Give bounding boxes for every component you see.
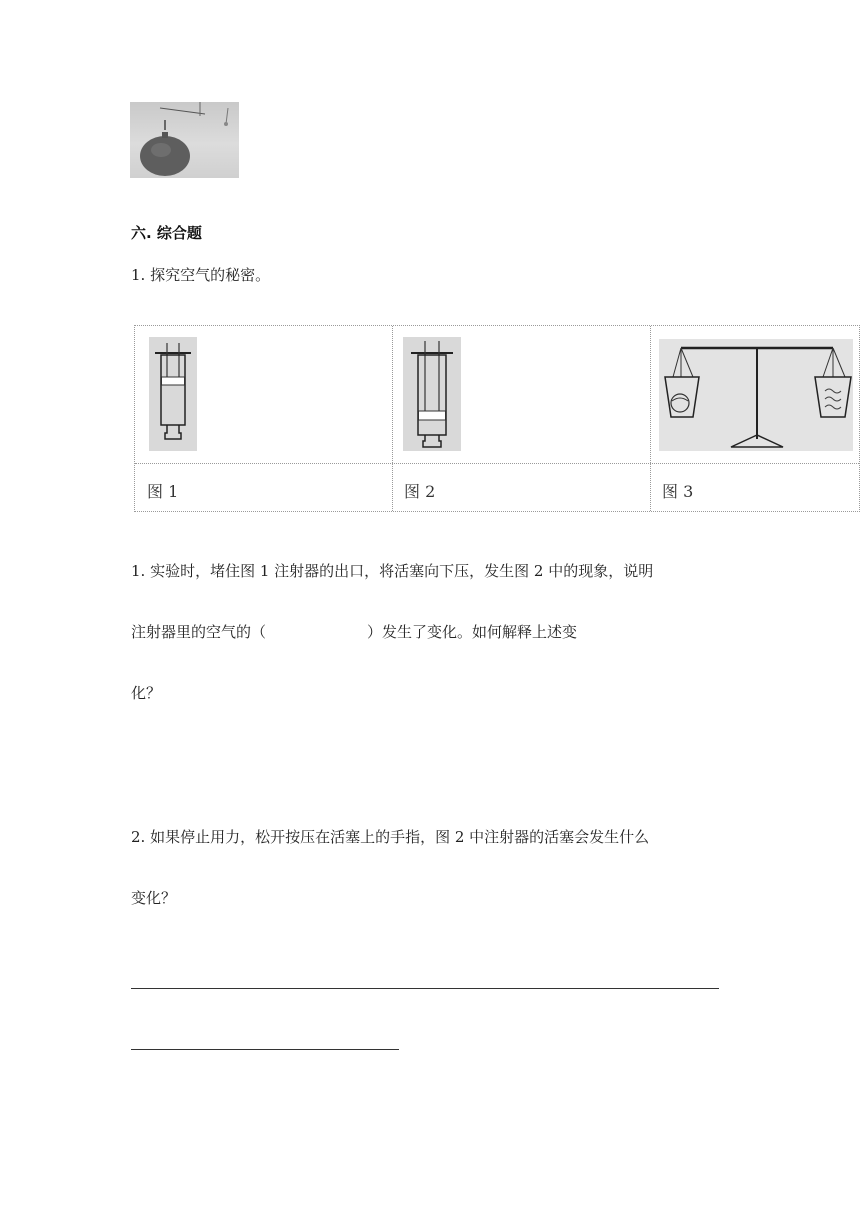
- sub-question-1-line-3: 化？: [131, 684, 162, 702]
- figure-1-caption: 图 1: [147, 482, 179, 501]
- section-title: 六. 综合题: [131, 224, 202, 242]
- answer-line-2[interactable]: [131, 1049, 399, 1050]
- figure-1-syringe: [149, 337, 197, 451]
- sub-question-2-line-1: 2. 如果停止用力，松开按压在活塞上的手指，图 2 中注射器的活塞会发生什么: [131, 828, 650, 846]
- figure-2-syringe: [403, 337, 461, 451]
- figure-3-balance: [659, 339, 853, 451]
- figure-3-caption: 图 3: [662, 482, 694, 501]
- balloon-photo: [130, 102, 239, 178]
- question-title: 1. 探究空气的秘密。: [131, 266, 271, 284]
- figure-2-caption: 图 2: [404, 482, 436, 501]
- sub-question-2-line-2: 变化？: [131, 889, 177, 907]
- figure-table: [134, 325, 860, 512]
- answer-line-1[interactable]: [131, 988, 719, 989]
- sub-question-1-line-1: 1. 实验时，堵住图 1 注射器的出口，将活塞向下压，发生图 2 中的现象，说明: [131, 562, 654, 580]
- sub-question-1-line-2a: 注射器里的空气的（: [131, 623, 267, 641]
- sub-question-1-line-2b: ）发生了变化。如何解释上述变: [367, 623, 578, 641]
